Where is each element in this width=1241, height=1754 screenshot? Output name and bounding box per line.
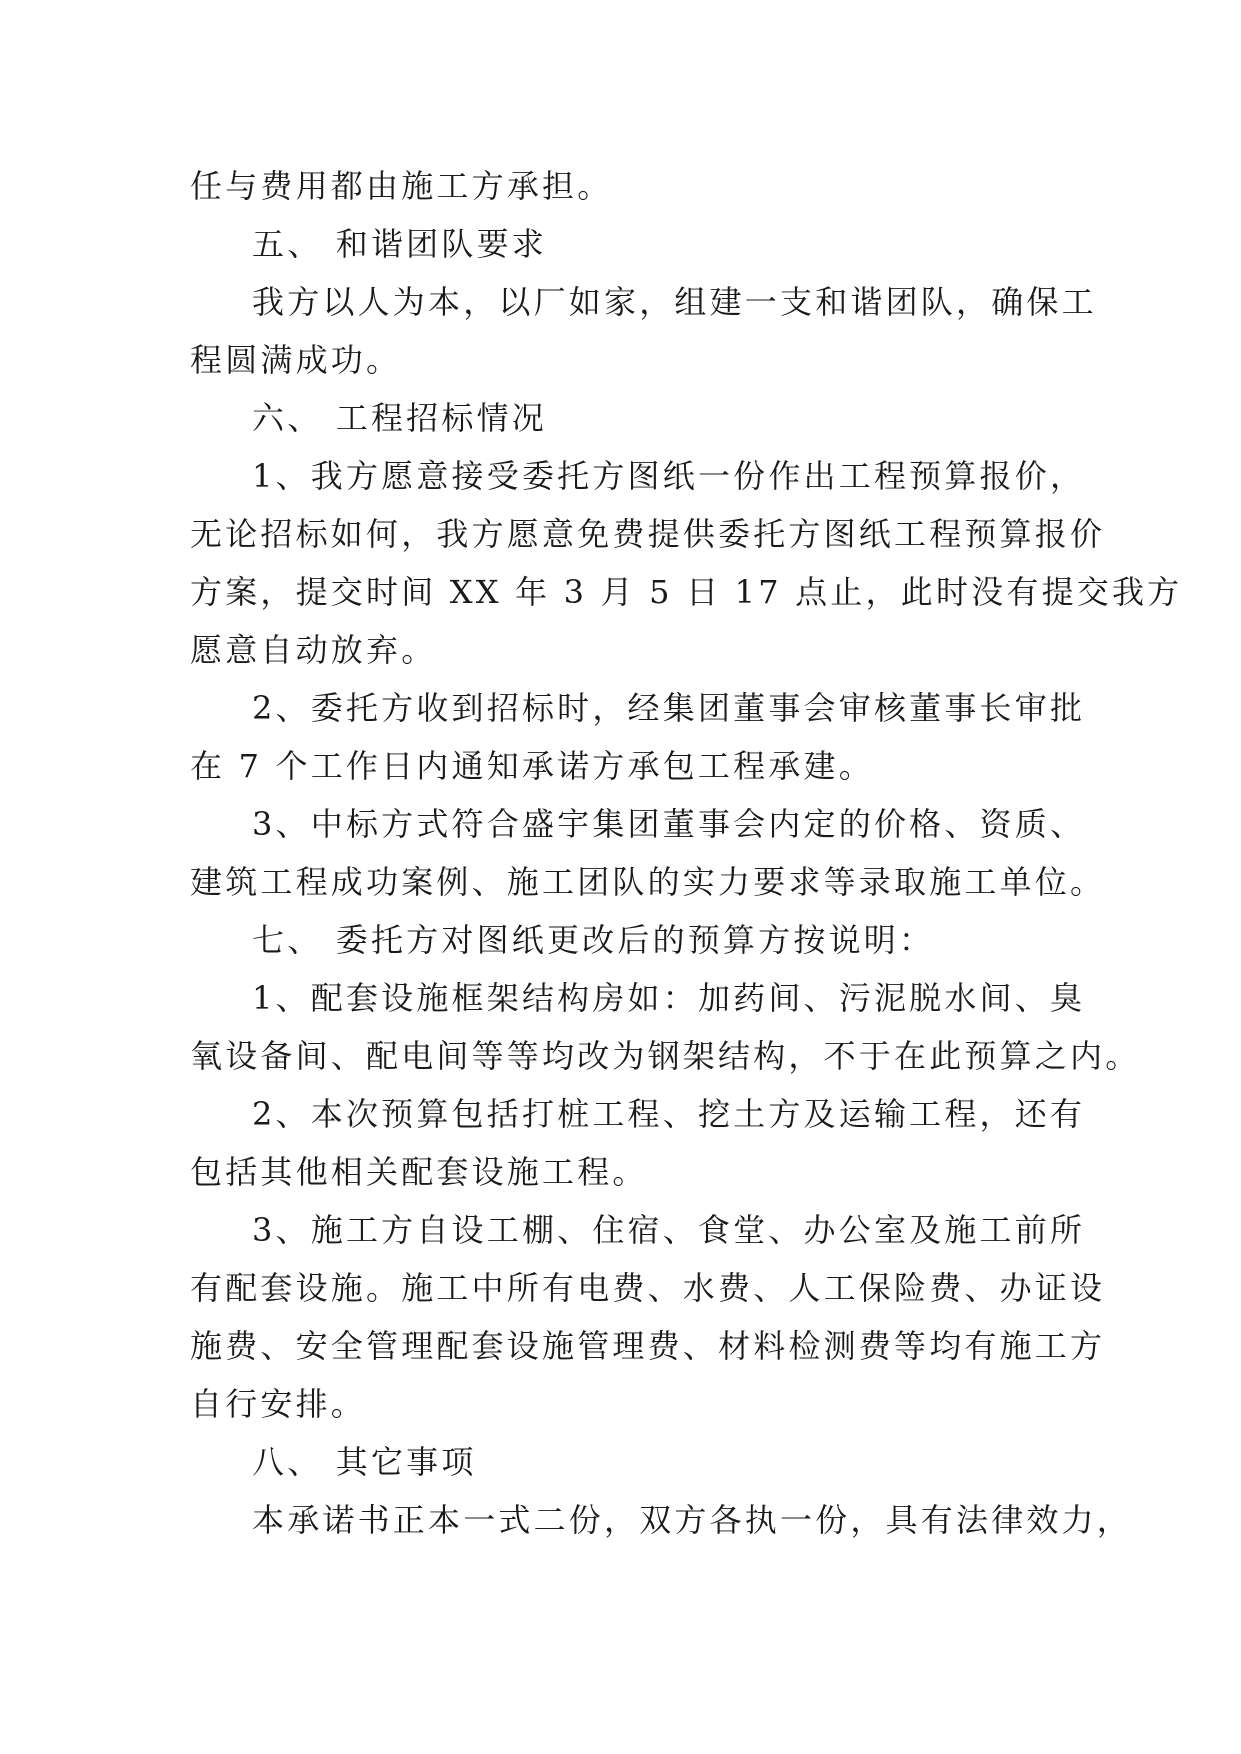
paragraph-line: 有配套设施。施工中所有电费、水费、人工保险费、办证设 [190, 1269, 1106, 1307]
section-heading-8: 八、 其它事项 [252, 1443, 477, 1481]
paragraph-line: 3、中标方式符合盛宇集团董事会内定的价格、资质、 [252, 805, 1086, 843]
paragraph-line: 无论招标如何，我方愿意免费提供委托方图纸工程预算报价 [190, 515, 1106, 553]
paragraph-line: 3、施工方自设工棚、住宿、食堂、办公室及施工前所 [252, 1211, 1086, 1249]
paragraph-line: 本承诺书正本一式二份，双方各执一份，具有法律效力， [252, 1501, 1133, 1539]
paragraph-line: 在 7 个工作日内通知承诺方承包工程承建。 [190, 747, 874, 785]
paragraph-line: 包括其他相关配套设施工程。 [190, 1153, 648, 1191]
paragraph-line: 任与费用都由施工方承担。 [190, 167, 613, 205]
paragraph-line: 自行安排。 [190, 1385, 367, 1423]
paragraph-line: 愿意自动放弃。 [190, 631, 437, 669]
paragraph-line: 施费、安全管理配套设施管理费、材料检测费等均有施工方 [190, 1327, 1106, 1365]
section-heading-6: 六、 工程招标情况 [252, 399, 547, 437]
paragraph-line: 2、本次预算包括打桩工程、挖土方及运输工程，还有 [252, 1095, 1086, 1133]
section-heading-5: 五、 和谐团队要求 [252, 225, 547, 263]
paragraph-line: 氧设备间、配电间等等均改为钢架结构，不于在此预算之内。 [190, 1037, 1141, 1075]
paragraph-line: 我方以人为本，以厂如家，组建一支和谐团队，确保工 [252, 283, 1097, 321]
paragraph-line: 方案，提交时间 XX 年 3 月 5 日 17 点止，此时没有提交我方 [190, 573, 1183, 611]
paragraph-line: 1、配套设施框架结构房如：加药间、污泥脱水间、臭 [252, 979, 1086, 1017]
paragraph-line: 2、委托方收到招标时，经集团董事会审核董事长审批 [252, 689, 1086, 727]
paragraph-line: 1、我方愿意接受委托方图纸一份作出工程预算报价， [252, 457, 1086, 495]
paragraph-line: 程圆满成功。 [190, 341, 402, 379]
section-heading-7: 七、 委托方对图纸更改后的预算方按说明： [252, 921, 935, 959]
paragraph-line: 建筑工程成功案例、施工团队的实力要求等录取施工单位。 [190, 863, 1106, 901]
